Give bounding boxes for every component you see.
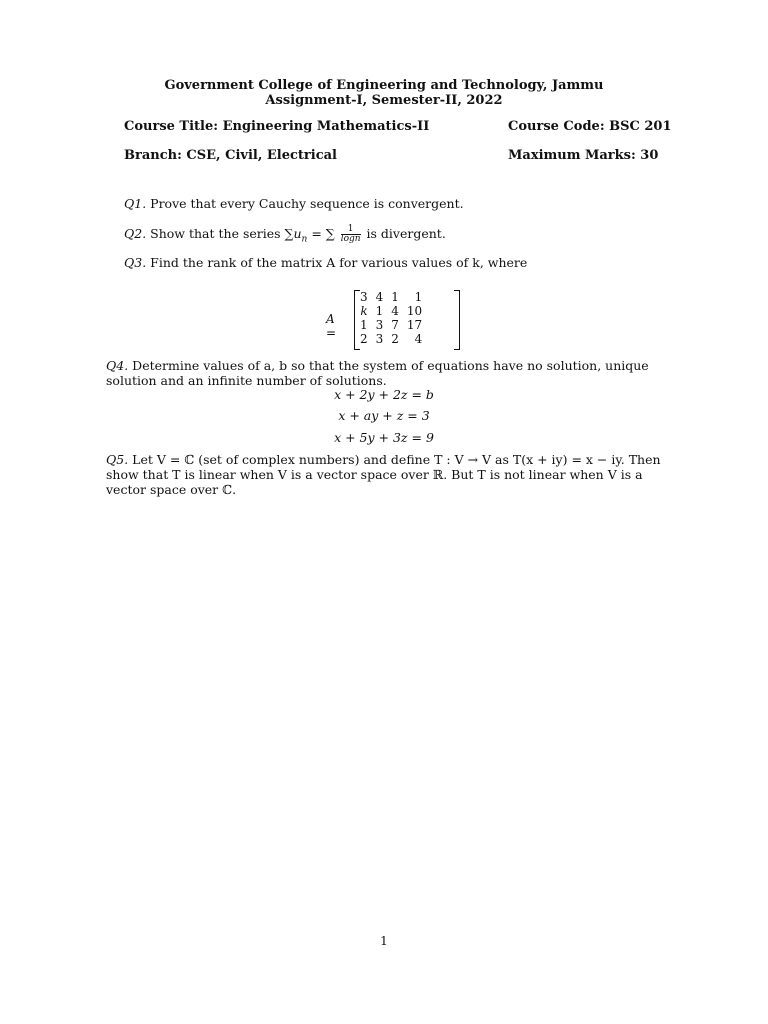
question-text: Find the rank of the matrix A for various values of k, where [150, 255, 528, 270]
question-number: Q4. [106, 358, 129, 373]
series-subscript: n [301, 234, 308, 245]
question-number: Q3. [124, 255, 147, 270]
matrix-cell: 4 [414, 332, 423, 346]
series-term: u [293, 226, 302, 241]
matrix-cell: 2 [360, 332, 368, 346]
matrix-cell: 3 [375, 318, 384, 332]
question-text: Determine values of a, b so that the system of equations have no solution, unique solution and an infinite number of solutions. [106, 358, 649, 388]
matrix-row [356, 318, 426, 332]
document-header [0, 78, 768, 108]
question-number: Q1. [124, 196, 147, 211]
fraction [341, 225, 361, 244]
question-2 [124, 225, 446, 248]
matrix-cell: 17 [406, 318, 423, 332]
course-code: Course Code: BSC 201 [508, 119, 672, 134]
right-bracket [454, 290, 460, 350]
matrix-cell: 7 [391, 318, 399, 332]
fraction-numerator: 1 [341, 225, 361, 235]
page-number: 1 [380, 934, 388, 948]
matrix-cell: 3 [375, 332, 384, 346]
matrix-cell: 2 [391, 332, 399, 346]
question-text: Let V = ℂ (set of complex numbers) and define T : V → V as T(x + iy) = x − iy. Then show that T is linear when V is a vector space over ℝ. But T is not linear when V is a vector space over ℂ. [106, 452, 661, 497]
max-marks: Maximum Marks: 30 [508, 148, 659, 163]
matrix-cell: k [360, 304, 368, 318]
equation-3: x + 5y + 3z = 9 [334, 430, 434, 445]
matrix-cell: 3 [360, 290, 368, 304]
question-number: Q2. [124, 226, 147, 241]
question-3 [124, 255, 527, 270]
question-text: Prove that every Cauchy sequence is convergent. [150, 196, 464, 211]
equals-sign: = [307, 226, 326, 241]
question-text-end: is divergent. [366, 226, 446, 241]
matrix-row [356, 304, 426, 318]
course-title: Course Title: Engineering Mathematics-II [124, 119, 430, 134]
question-1 [124, 196, 464, 211]
sum-symbol: ∑ [325, 226, 335, 241]
matrix-cell: 4 [391, 304, 399, 318]
matrix-cell: 1 [414, 290, 423, 304]
question-4 [106, 358, 666, 388]
matrix-label: A = [326, 312, 337, 340]
matrix-cell: 1 [391, 290, 399, 304]
fraction-denominator: logn [340, 234, 361, 244]
matrix-row [356, 290, 426, 304]
branch: Branch: CSE, Civil, Electrical [124, 148, 337, 163]
equation-2: x + ay + z = 3 [338, 408, 430, 423]
sum-symbol: ∑ [284, 226, 294, 241]
assignment-title: Assignment-I, Semester-II, 2022 [265, 93, 503, 108]
question-number: Q5. [106, 452, 129, 467]
matrix [356, 290, 426, 346]
question-text: Show that the series [150, 226, 281, 241]
matrix-cell: 4 [375, 290, 384, 304]
matrix-row [356, 332, 426, 346]
equation-1: x + 2y + 2z = b [334, 387, 434, 402]
matrix-cell: 10 [406, 304, 423, 318]
matrix-cell: 1 [375, 304, 384, 318]
college-name: Government College of Engineering and Technology, Jammu [164, 78, 604, 93]
question-5 [106, 452, 666, 497]
matrix-cell: 1 [360, 318, 368, 332]
